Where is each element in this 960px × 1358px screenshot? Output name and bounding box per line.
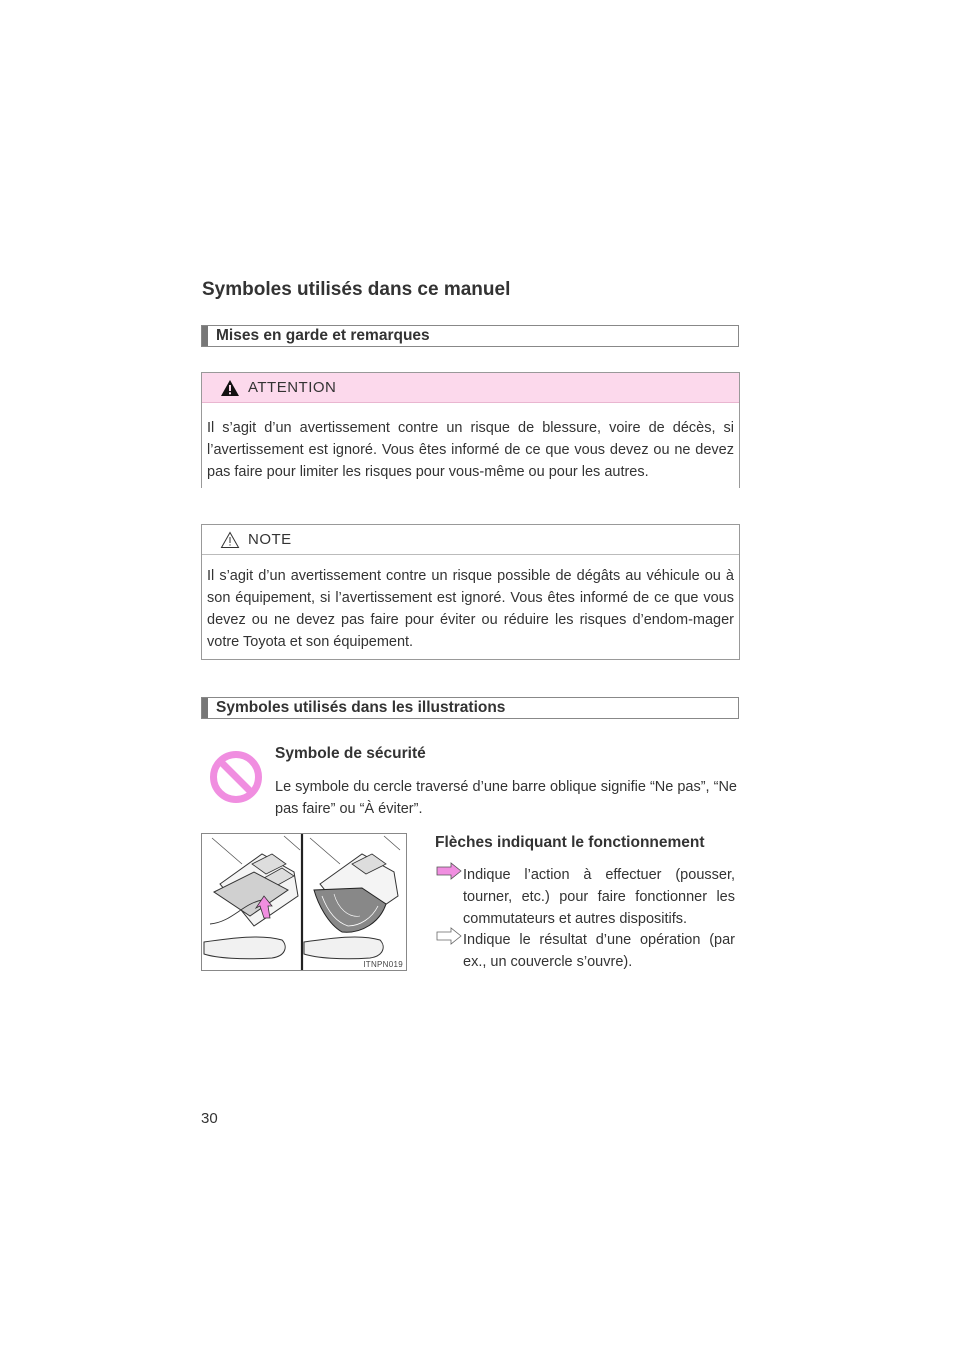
arrows-title: Flèches indiquant le fonctionnement	[435, 834, 705, 851]
warning-triangle-icon	[220, 379, 240, 397]
note-text: Il s’agit d’un avertissement contre un risque possible de dégâts au véhicule ou à son équipement, si l’avertissement est ignoré. Vous êtes informé de ce que vous devez ou ne devez pas faire pour éviter ou réduire les risques d’endom-mager votre Toyota et son équipement.	[207, 568, 734, 650]
section-header-warnings	[201, 325, 739, 347]
note-header	[202, 525, 739, 555]
section-title: Symboles utilisés dans les illustrations	[216, 699, 506, 716]
section-header-illustrations	[201, 697, 739, 719]
safety-symbol-text: Le symbole du cercle traversé d’une barre oblique signifie “Ne pas”, “Ne pas faire” ou “À éviter”.	[275, 779, 737, 817]
note-box	[201, 524, 740, 660]
prohibition-icon	[209, 750, 263, 804]
attention-label: ATTENTION	[248, 379, 337, 396]
attention-header	[202, 373, 739, 403]
figure-code: ITNPN019	[363, 960, 403, 969]
page-number: 30	[201, 1110, 218, 1127]
note-label: NOTE	[248, 531, 292, 548]
result-arrow-icon	[436, 927, 462, 945]
action-arrow-icon	[436, 862, 462, 880]
action-arrow-text: Indique l’action à effectuer (pousser, tourner, etc.) pour faire fonctionner les commutateurs et autres dispositifs.	[463, 867, 735, 927]
overhead-console-illustration	[202, 834, 407, 971]
result-arrow-text: Indique le résultat d’une opération (par ex., un couvercle s’ouvre).	[463, 932, 735, 970]
attention-text: Il s’agit d’un avertissement contre un risque de blessure, voire de décès, si l’avertissement est ignoré. Vous êtes informé de ce que vous devez ou ne devez pas faire pour limiter les risques pour vous-même ou pour les autres.	[202, 403, 739, 493]
caution-outline-triangle-icon	[220, 531, 240, 549]
mirror-figure	[201, 833, 407, 971]
section-accent	[202, 698, 208, 718]
section-accent	[202, 326, 208, 346]
section-title: Mises en garde et remarques	[216, 327, 430, 344]
page-title: Symboles utilisés dans ce manuel	[202, 279, 511, 300]
attention-box	[201, 372, 740, 488]
safety-symbol-title: Symbole de sécurité	[275, 745, 426, 762]
